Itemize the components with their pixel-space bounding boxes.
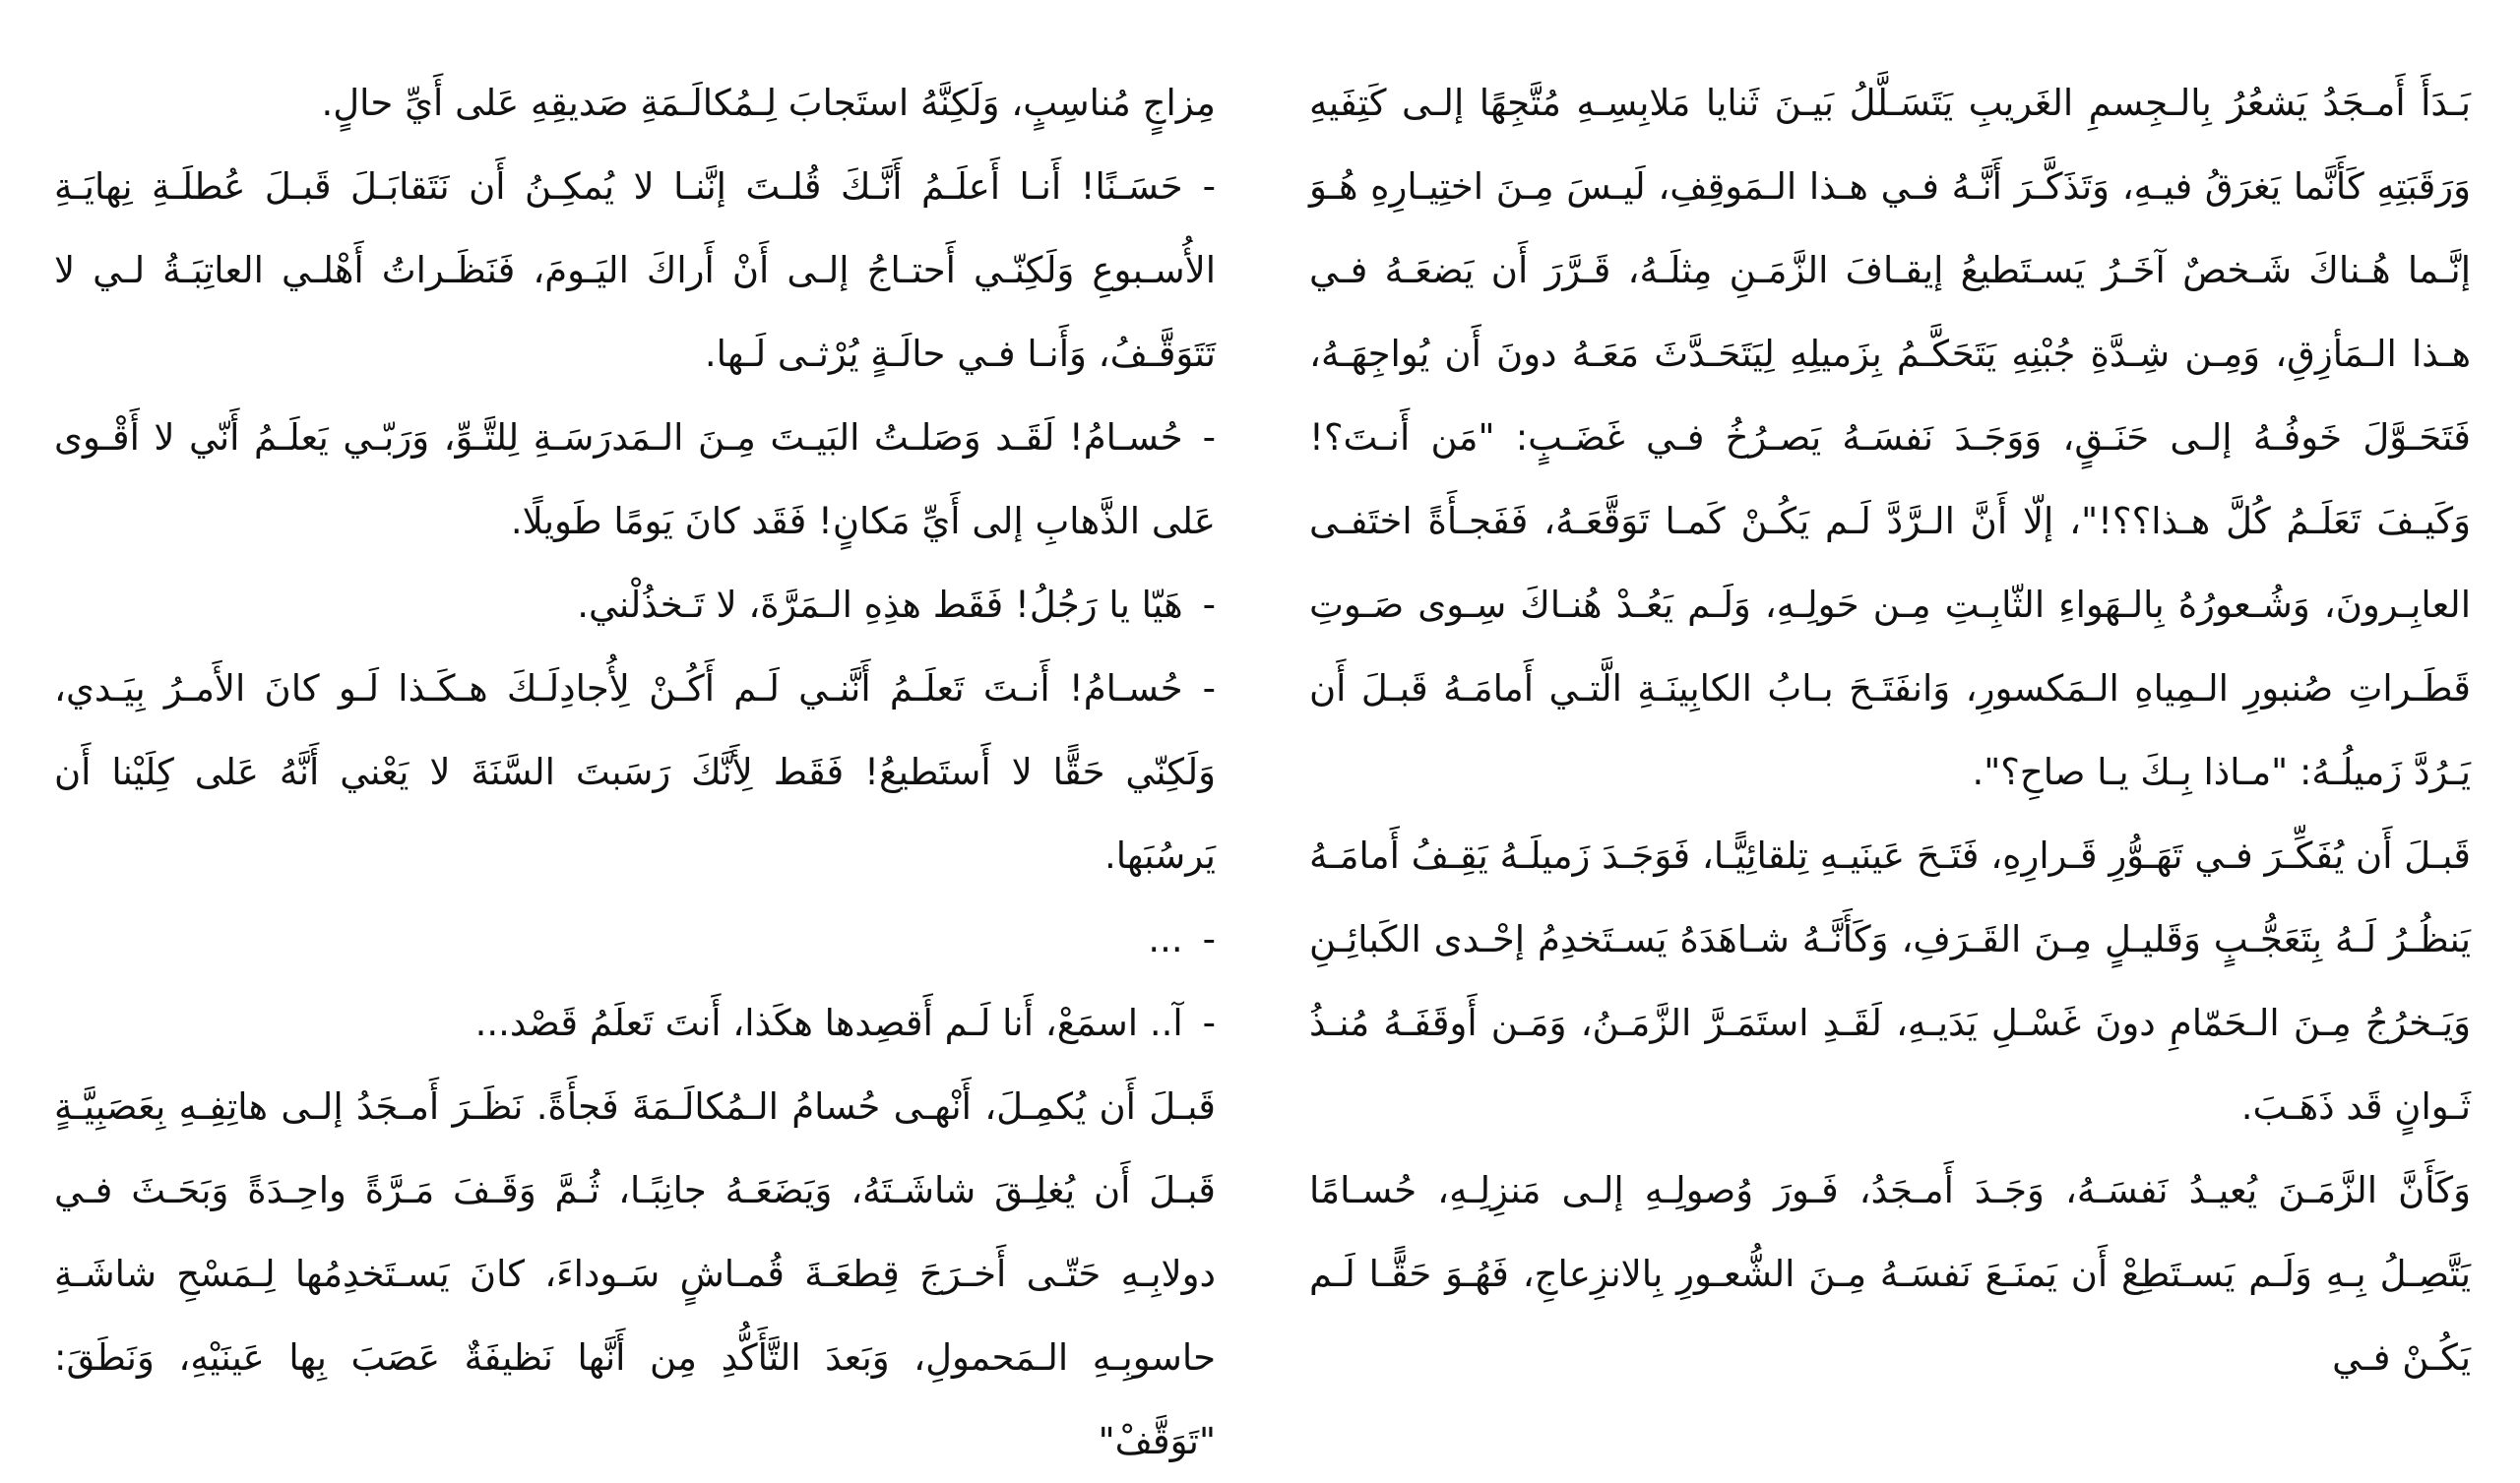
dialogue-line: [54, 897, 1216, 981]
dialogue-line: [54, 563, 1216, 647]
dialogue-dash: -: [1202, 667, 1216, 710]
dialogue-text: حُسـامُ! أَنـتَ تَعلَـمُ أَنَّنـي لَـم أَكُـنْ لِأُجادِلَـكَ هـكَـذا لَـو كانَ الأَمـرُ بِيَـدي، وَلَكِنّي حَقًّا لا أَستَطيعُ! فَقَط لِأَنَّكَ رَسَبتَ السَّنَةَ لا يَعْني أَنَّهُ عَلى كِلَيْنا أَن يَرسُبَها.: [54, 667, 1216, 877]
dialogue-text: هَيّا يا رَجُلُ! فَقَط هذِهِ الـمَرَّةَ، لا تَـخذُلْني.: [577, 584, 1183, 626]
dialogue-dash: -: [1202, 1002, 1216, 1044]
dialogue-text: حُسـامُ! لَقَـد وَصَلـتُ البَيـتَ مِـنَ الـمَدرَسَـةِ لِلتَّـوِّ، وَرَبّـي يَعلَـمُ أَنّي لا أَقْـوى عَلى الذَّهابِ إلى أَيِّ مَكانٍ! فَقَد كانَ يَومًا طَويلًا.: [54, 416, 1216, 542]
left-text-column: [54, 61, 1216, 1483]
dialogue-dash: -: [1202, 165, 1216, 208]
dialogue-line: [54, 396, 1216, 563]
paragraph: مِزاجٍ مُناسِبٍ، وَلَكِنَّهُ استَجابَ لِـمُكالَـمَةِ صَديقِهِ عَلى أَيِّ حالٍ.: [321, 82, 1216, 124]
dialogue-line: [54, 981, 1216, 1065]
paragraph: قَبـلَ أَن يُكمِـلَ، أَنْهـى حُسامُ الـمُكالَـمَةَ فَجأَةً. نَظَـرَ أَمـجَدُ إلـى هاتِفِـهِ بِعَصَبِيَّـةٍ قَبـلَ أَن يُغلِـقَ شاشَـتَهُ، وَيَضَعَـهُ جانِبًـا، ثُـمَّ وَقَـفَ مَـرَّةً واحِـدَةً وَبَحَـثَ فـي دولابِـهِ حَتّـى أَخـرَجَ قِطعَـةَ قُمـاشٍ سَـوداءَ، كانَ يَسـتَخدِمُها لِـمَسْحِ شاشَـةِ حاسوبِـهِ الـمَحمولِ، وَبَعدَ التَّأَكُّدِ مِن أَنَّها نَظيفَةٌ عَصَبَ بِها عَينَيْهِ، وَنَطَقَ: "تَوَقَّفْ": [54, 1085, 1216, 1462]
paragraph: بَـدَأَ أَمـجَدُ يَشعُرُ بِالـجِسمِ الغَريبِ يَتَسَـلَّلُ بَيـنَ ثَنايا مَلابِسِـهِ مُتَّجِهًا إلـى كَتِفَيهِ وَرَقَبَتِهِ كَأَنَّما يَغرَقُ فيـهِ، وَتَذَكَّـرَ أَنَّـهُ فـي هـذا الـمَوقِفِ، لَيـسَ مِـنَ اختِيـارِهِ هُـوَ إنَّـما هُـناكَ شَـخصٌ آخَـرُ يَسـتَطيعُ إيقـافَ الزَّمَـنِ مِثلَـهُ، قَـرَّرَ أَن يَضعَـهُ فـي هـذا الـمَأزِقِ، وَمِـن شِـدَّةِ جُبْنِهِ يَتَحَكَّـمُ بِزَميلِهِ لِيَتَحَـدَّثَ مَعَـهُ دونَ أَن يُواجِهَـهُ، فَتَحَـوَّلَ خَوفُـهُ إلـى حَنَـقٍ، وَوَجَـدَ نَفسَـهُ يَصـرُخُ فـي غَضَـبٍ: "مَن أَنـتَ؟! وَكَيـفَ تَعَلَـمُ كُلَّ هـذا؟؟!"، إلّا أَنَّ الـرَّدَّ لَـم يَكُـنْ كَمـا تَوَقَّعَـهُ، فَفَجـأَةً اختَفـى العابِـرونَ، وَشُـعورُهُ بِالـهَواءِ الثّابِـتِ مِـن حَولِـهِ، وَلَـم يَعُـدْ هُنـاكَ سِـوى صَـوتِ قَطَـراتِ صُنبورِ الـمِياهِ الـمَكسورِ، وَانفَتَـحَ بـابُ الكابِينَـةِ الَّتـي أَمامَـهُ قَبـلَ أَن يَـرُدَّ زَميلُـهُ: "مـاذا بِـكَ يـا صاحِ؟".: [1309, 82, 2471, 793]
dialogue-line: [54, 647, 1216, 897]
paragraph: قَبـلَ أَن يُفَكِّـرَ فـي تَهَـوُّرِ قَـرارِهِ، فَتَـحَ عَينَيـهِ تِلقائِيًّـا، فَوَجَـدَ زَميلَـهُ يَقِـفُ أَمامَـهُ يَنظُـرُ لَـهُ بِتَعَجُّـبٍ وَقَليـلٍ مِـنَ القَـرَفِ، وَكَأَنَّـهُ شـاهَدَهُ يَسـتَخدِمُ إحْـدى الكَبائِـنِ وَيَـخرُجُ مِـنَ الـحَمّامِ دونَ غَسْـلِ يَدَيـهِ، لَقَـدِ استَمَـرَّ الزَّمَـنُ، وَمَـن أَوقَفَـهُ مُنـذُ ثَـوانٍ قَد ذَهَـبَ.: [1309, 834, 2471, 1128]
paragraph: وَكَأَنَّ الزَّمَـنَ يُعيـدُ نَفسَـهُ، وَجَـدَ أَمـجَدُ، فَـورَ وُصولِـهِ إلـى مَنزِلِـهِ، حُسـامًا يَتَّصِـلُ بِـهِ وَلَـم يَسـتَطِعْ أَن يَمنَـعَ نَفسَـهُ مِـنَ الشُّعـورِ بِالانزِعاجِ، فَهُـوَ حَقًّـا لَـم يَكُـنْ فـي: [1309, 1169, 2471, 1379]
right-text-column: [1309, 61, 2471, 1399]
dialogue-text: آ.. اسمَعْ، أَنا لَـم أَقصِدها هكَذا، أَنتَ تَعلَمُ قَصْد...: [474, 1002, 1183, 1044]
dialogue-dash: -: [1202, 918, 1216, 960]
dialogue-text: ...: [1148, 918, 1183, 960]
dialogue-line: [54, 145, 1216, 396]
dialogue-dash: -: [1202, 584, 1216, 626]
dialogue-text: حَسَـنًا! أَنـا أَعلَـمُ أَنَّـكَ قُلـتَ إنَّنـا لا يُمكِـنُ أَن نَتَقابَـلَ قَبـلَ عُطلَـةِ نِهايَـةِ الأُسـبوعِ وَلَكِنّـي أَحتـاجُ إلـى أَنْ أَراكَ اليَـومَ، فَنَظَـراتُ أَهْلـي العاتِبَـةُ لـي لا تَتَوَقَّـفُ، وَأَنـا فـي حالَـةٍ يُرْثـى لَـها.: [54, 165, 1216, 375]
dialogue-dash: -: [1202, 416, 1216, 459]
